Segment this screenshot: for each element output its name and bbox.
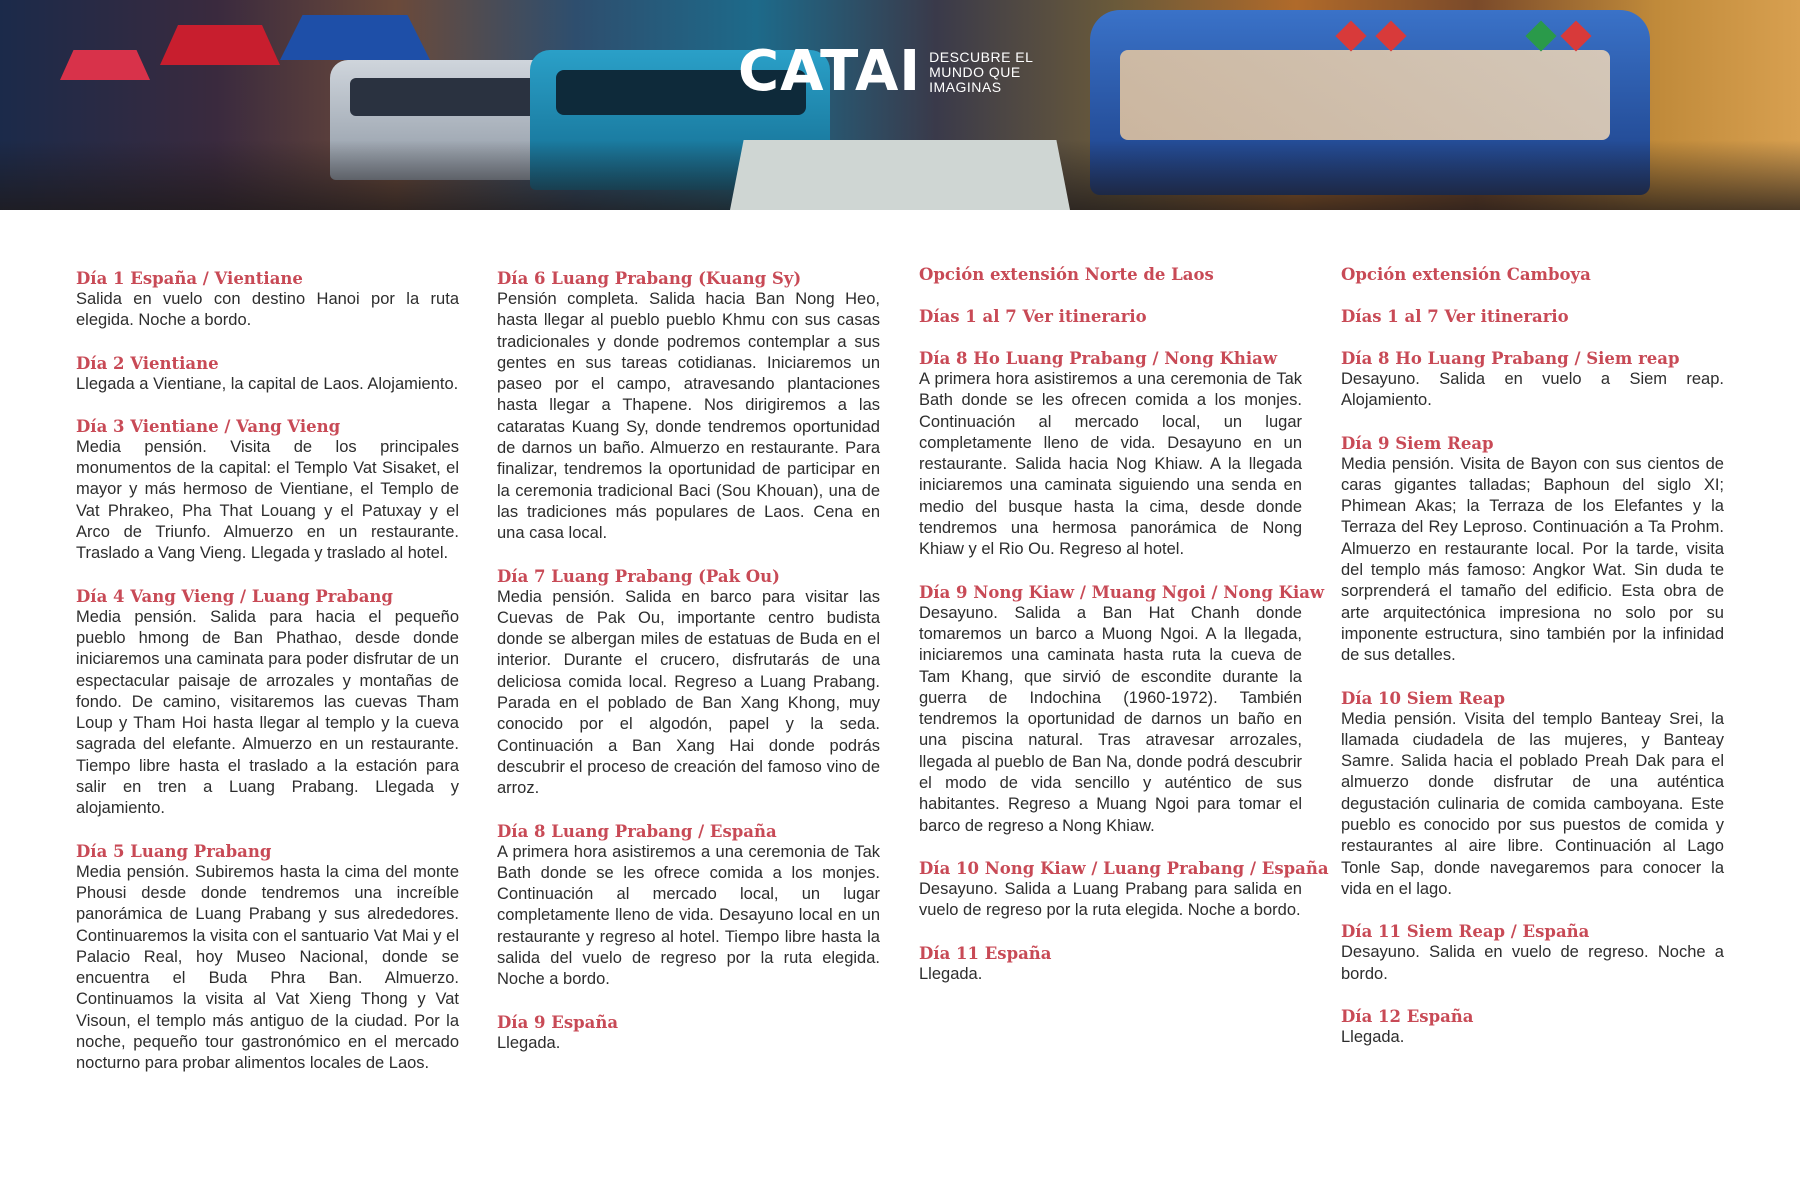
day-block <box>1341 921 1724 985</box>
day-description: Desayuno. Salida a Ban Hat Chanh donde tomaremos un barco a Muong Ngoi. A la llegada, iniciaremos una caminata hasta ruta la cueva de Tam Khang, que sirvió de escondite durante la guerra de Indochina (1960-1972). También tendremos la oportunidad de darnos un baño en una piscina natural. Tras atravesar arrozales, llegada al pueblo de Ban Na, donde podrá descubrir el modo de vida sencillo y auténtico de sus habitantes. Regreso a Muang Ngoi para tomar el barco de regreso a Nong Khiaw. <box>919 603 1302 835</box>
header-banner-photo <box>0 0 1800 210</box>
banner-tab-shape <box>730 140 1070 210</box>
day-block <box>76 416 459 565</box>
day-description: Media pensión. Salida en barco para visitar las Cuevas de Pak Ou, importante centro budista donde se albergan miles de estatuas de Buda en el interior. Durante el crucero, disfrutarás de una deliciosa comida local. Regreso a Luang Prabang. Parada en el poblado de Ban Xang Khong, muy conocido por el algodón, papel y la seda. Continuación a Ban Xang Hai donde podrás descubrir el proceso de creación del famoso vino de arroz. <box>497 587 880 798</box>
day-heading: Día 11 Siem Reap / España <box>1341 922 1590 942</box>
day-description: A primera hora asistiremos a una ceremonia de Tak Bath donde se les ofrecen comida a los monjes. Continuación al mercado local, un lugar completamente lleno de vida. Desayuno en un restaurante. Salida hacia Nog Khiaw. A la llegada iniciaremos una caminata siguiendo una senda en medio del busque hasta la cima, desde donde tendremos una hermosa panorámica de Nong Khiaw y el Rio Ou. Regreso al hotel. <box>919 370 1302 559</box>
day-block <box>1341 688 1724 901</box>
day-block <box>76 353 459 395</box>
market-tent-blue <box>280 15 430 60</box>
day-block <box>1341 433 1724 667</box>
day-description: Desayuno. Salida en vuelo a Siem reap. Alojamiento. <box>1341 370 1724 410</box>
itinerary-column-4 <box>1341 264 1724 1069</box>
day-description: A primera hora asistiremos a una ceremonia de Tak Bath donde se les ofrece comida a los monjes. Continuación al mercado local, un lugar completamente lleno de vida. Desayuno local en un restaurante y regreso al hotel. Tiempo libre hasta la salida del vuelo de regreso por la ruta elegida. Noche a bordo. <box>497 842 880 989</box>
logo-wordmark: CATAI <box>738 39 922 104</box>
day-heading: Día 4 Vang Vieng / Luang Prabang <box>76 586 393 606</box>
day-description: Salida en vuelo con destino Hanoi por la ruta elegida. Noche a bordo. <box>76 290 459 330</box>
day-heading: Día 6 Luang Prabang (Kuang Sy) <box>497 269 802 288</box>
days-reference: Días 1 al 7 Ver itinerario <box>1341 307 1569 326</box>
day-heading: Día 9 Siem Reap <box>1341 433 1494 453</box>
day-block <box>1341 1006 1724 1048</box>
day-block <box>919 348 1302 561</box>
day-description: Media pensión. Visita de Bayon con sus cientos de caras gigantes talladas; Baphoun del siglo XI; Phimean Akas; la Terraza de los Elefantes y la Terraza del Rey Leproso. Continuación a Ta Prohm. Almuerzo en restaurante local. Por la tarde, visita del templo más famoso: Angkor Wat. Sin duda te sorprenderá el tamaño del edificio. Esta obra de arte arquitectónica impresiona no solo por su imponente estructura, sino también por la infinidad de sus detalles. <box>1341 454 1724 665</box>
day-block <box>76 268 459 332</box>
day-heading: Día 10 Nong Kiaw / Luang Prabang / España <box>919 858 1329 878</box>
day-description: Media pensión. Visita de los principales monumentos de la capital: el Templo Vat Sisaket, el mayor y más hermoso de Vientiane, el Templo de Vat Phrakeo, Pha That Louang y el Patuxay y el Arco de Triunfo. Almuerzo en un restaurante. Traslado a Vang Vieng. Llegada y traslado al hotel. <box>76 437 459 563</box>
day-heading: Día 10 Siem Reap <box>1341 688 1506 708</box>
itinerary-column-3 <box>919 264 1329 1006</box>
market-tent-red <box>160 25 280 65</box>
itinerary-column-2 <box>497 268 880 1075</box>
day-description: Media pensión. Salida para hacia el pequeño pueblo hmong de Ban Phathao, desde donde iniciaremos una caminata para poder disfrutar de un espectacular paisaje de arrozales y montañas de fondo. De camino, visitaremos las cuevas Tham Loup y Tham Hoi hasta llegar al templo y la cueva sagrada del elefante. Almuerzo en un restaurante. Tiempo libre hasta el traslado a la estación para salir en tren a Luang Prabang. Llegada y alojamiento. <box>76 607 459 818</box>
day-description: Media pensión. Visita del templo Banteay Srei, la llamada ciudadela de las mujeres, y Banteay Samre. Salida hacia el poblado Preah Dak para el almuerzo donde disfrutar de una auténtica degustación culinaria de comida camboyana. Este pueblo es conocido por sus puestos de comida y restaurantes al aire libre. Continuación al Lago Tonle Sap, donde navegaremos para conocer la vida en el lago. <box>1341 709 1724 898</box>
day-heading: Día 2 Vientiane <box>76 353 219 373</box>
extension-option-title: Opción extensión Camboya <box>1341 265 1591 284</box>
day-block <box>919 582 1325 837</box>
extension-option-title: Opción extensión Norte de Laos <box>919 265 1214 284</box>
day-heading: Día 12 España <box>1341 1006 1474 1026</box>
day-heading: Día 3 Vientiane / Vang Vieng <box>76 416 341 436</box>
days-reference: Días 1 al 7 Ver itinerario <box>919 307 1147 326</box>
market-tent-red-small <box>60 50 150 80</box>
day-block <box>919 943 1302 985</box>
day-heading: Día 9 España <box>497 1012 619 1032</box>
day-description: Media pensión. Subiremos hasta la cima del monte Phousi desde donde tendremos una increíble panorámica de Luang Prabang y sus alrededores. Continuaremos la visita con el santuario Vat Mai y el Palacio Real, hoy Museo Nacional, donde se encuentra el Buda Phra Ban. Almuerzo. Continuamos la visita al Vat Xieng Thong y Vat Visoun, el templo más antiguo de la ciudad. Por la noche, pequeño tour gastronómico en el mercado nocturno para probar alimentos locales de Laos. <box>76 862 459 1073</box>
day-block <box>1341 348 1724 412</box>
day-block <box>76 841 459 1075</box>
day-description: Desayuno. Salida a Luang Prabang para salida en vuelo de regreso por la ruta elegida. Noche a bordo. <box>919 879 1302 920</box>
day-block <box>497 268 880 545</box>
day-heading: Día 9 Nong Kiaw / Muang Ngoi / Nong Kiaw <box>919 582 1325 602</box>
catai-logo <box>738 39 1034 104</box>
day-description: Llegada. <box>919 964 983 983</box>
day-heading: Día 11 España <box>919 943 1052 963</box>
day-heading: Día 7 Luang Prabang (Pak Ou) <box>497 566 780 586</box>
day-heading: Día 8 Luang Prabang / España <box>497 821 777 841</box>
day-heading: Día 1 España / Vientiane <box>76 269 303 288</box>
day-block <box>497 566 880 800</box>
day-block <box>497 1012 880 1054</box>
day-description: Pensión completa. Salida hacia Ban Nong Heo, hasta llegar al pueblo pueblo Khmu con sus casas tradicionales y donde podremos contemplar a sus gentes en sus tareas cotidianas. Iniciaremos un paseo por el campo, atravesando plantaciones hasta llegar a Thapene. Nos dirigiremos a las cataratas Kuang Sy, donde tendremos oportunidad de darnos un baño. Almuerzo en restaurante. Para finalizar, tendremos la oportunidad de participar en la ceremonia tradicional Baci (Sou Khouan), una de las tradiciones más populares de Laos. Cena en una casa local. <box>497 290 880 543</box>
day-heading: Día 8 Ho Luang Prabang / Siem reap <box>1341 349 1680 368</box>
day-block <box>919 858 1329 922</box>
day-description: Llegada. <box>497 1033 561 1052</box>
itinerary-column-1 <box>76 268 459 1096</box>
day-block <box>76 586 459 820</box>
day-description: Llegada a Vientiane, la capital de Laos. Alojamiento. <box>76 374 459 393</box>
day-description: Llegada. <box>1341 1027 1405 1046</box>
logo-tagline: DESCUBRE EL MUNDO QUE IMAGINAS <box>929 48 1034 95</box>
day-heading: Día 8 Ho Luang Prabang / Nong Khiaw <box>919 349 1278 368</box>
day-block <box>497 821 880 991</box>
day-description: Desayuno. Salida en vuelo de regreso. Noche a bordo. <box>1341 943 1724 983</box>
day-heading: Día 5 Luang Prabang <box>76 841 272 861</box>
